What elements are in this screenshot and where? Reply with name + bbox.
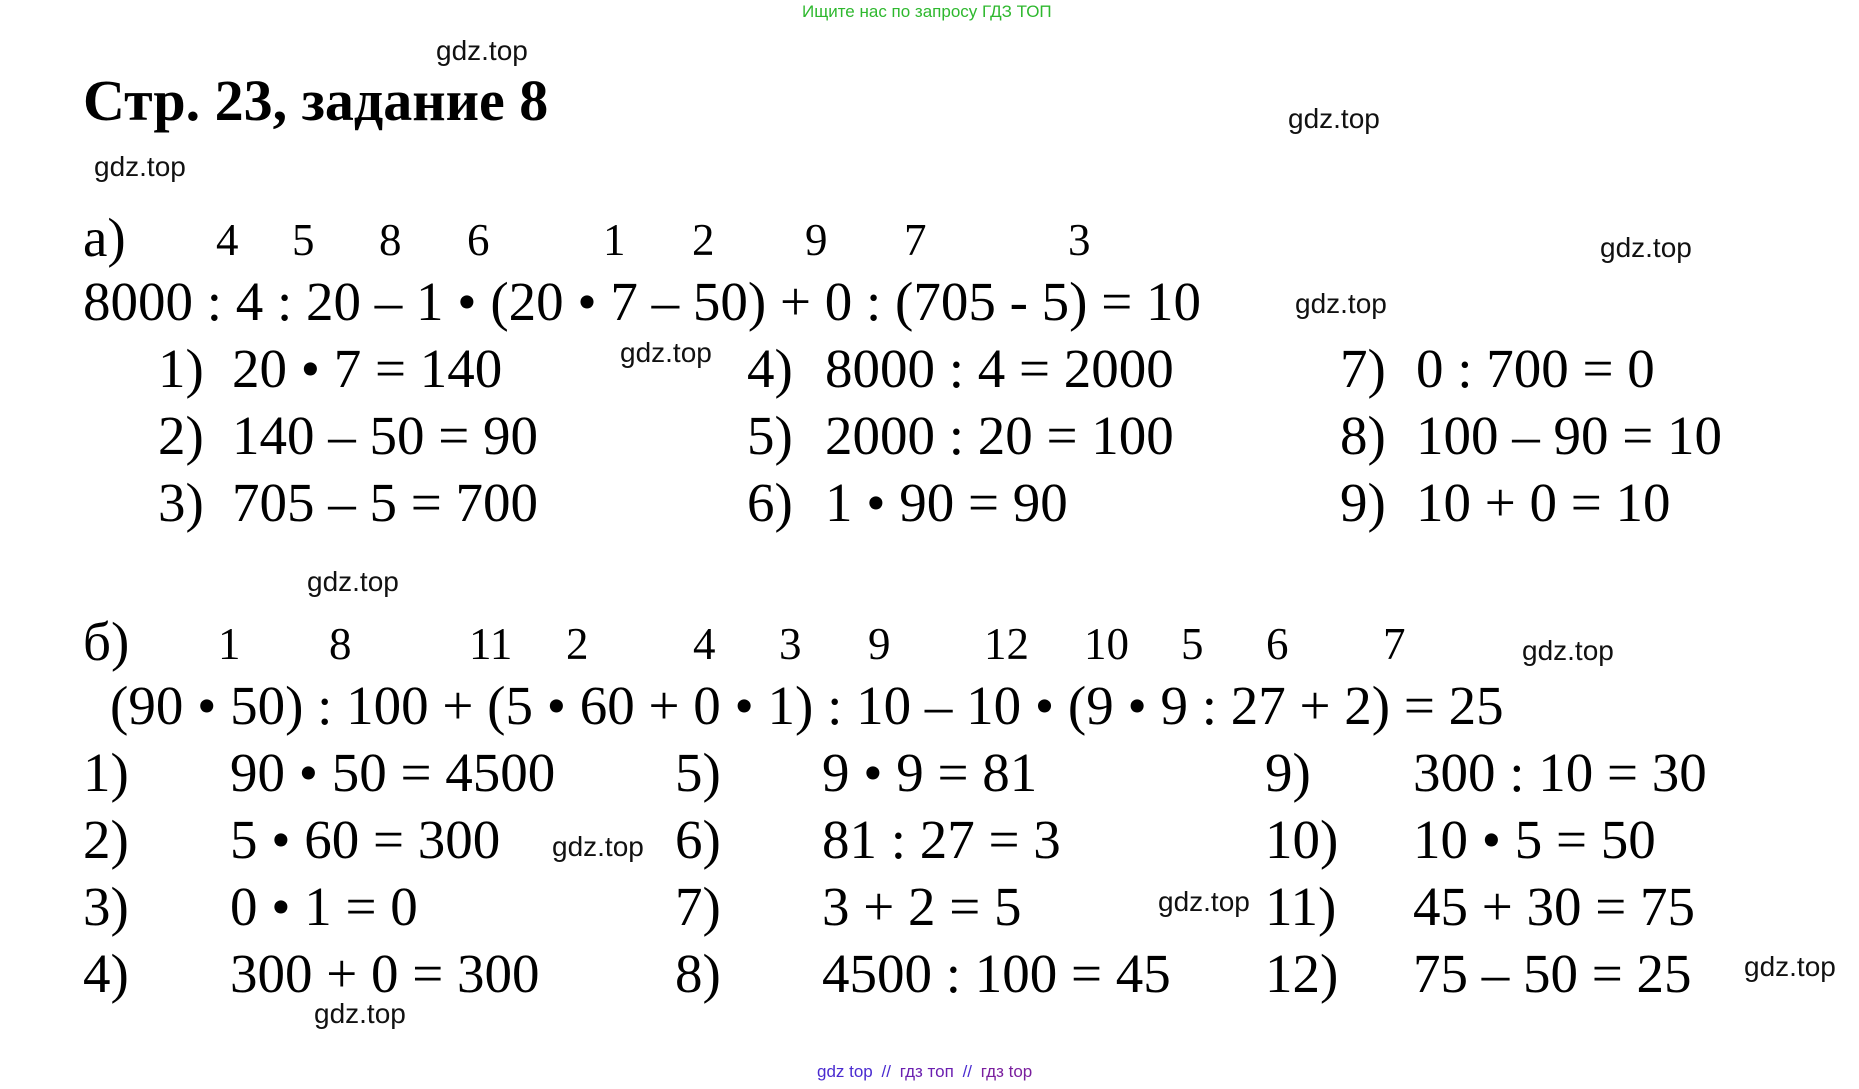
order-number: 11 [469,619,513,669]
order-number: 1 [218,619,241,669]
step-number: 12) [1265,943,1339,1004]
step-number: 5) [675,742,721,803]
step-number: 3) [158,472,204,533]
watermark: gdz.top [1295,288,1387,319]
step-equation: 4500 : 100 = 45 [822,943,1171,1004]
step-equation: 300 : 10 = 30 [1413,742,1707,803]
step-equation: 0 • 1 = 0 [230,876,418,937]
order-number: 9 [805,215,828,265]
order-number: 2 [566,619,589,669]
order-number: 10 [1084,619,1129,669]
step-equation: 90 • 50 = 4500 [230,742,556,803]
step-equation: 100 – 90 = 10 [1416,405,1723,466]
order-number: 1 [603,215,626,265]
step-number: 1) [158,338,204,399]
watermark: gdz.top [1288,103,1380,134]
order-number: 2 [692,215,715,265]
watermark: gdz.top [552,831,644,862]
order-number: 6 [467,215,490,265]
step-equation: 81 : 27 = 3 [822,809,1061,870]
step-number: 2) [83,809,129,870]
step-equation: 3 + 2 = 5 [822,876,1022,937]
step-number: 9) [1340,472,1386,533]
order-number: 9 [868,619,891,669]
step-number: 5) [747,405,793,466]
step-equation: 45 + 30 = 75 [1413,876,1696,937]
watermark: gdz.top [1600,232,1692,263]
step-number: 8) [675,943,721,1004]
footer-link-gdz-top-ru[interactable]: гдз топ [899,1062,954,1081]
step-equation: 10 + 0 = 10 [1416,472,1671,533]
step-equation: 75 – 50 = 25 [1413,943,1692,1004]
order-number: 4 [693,619,716,669]
part-b-expression: (90 • 50) : 100 + (5 • 60 + 0 • 1) : 10 – 10 • (9 • 9 : 27 + 2) = 25 [110,675,1504,736]
step-number: 7) [675,876,721,937]
order-number: 6 [1266,619,1289,669]
step-number: 3) [83,876,129,937]
part-a-label: а) [83,207,126,268]
step-number: 9) [1265,742,1311,803]
watermark: gdz.top [314,998,406,1029]
step-equation: 20 • 7 = 140 [232,338,503,399]
step-number: 8) [1340,405,1386,466]
watermark: gdz.top [1522,635,1614,666]
watermark: gdz.top [620,337,712,368]
footer-link-gdz-top[interactable]: gdz top [817,1062,873,1081]
step-equation: 10 • 5 = 50 [1413,809,1656,870]
step-number: 6) [747,472,793,533]
order-number: 8 [329,619,352,669]
order-number: 5 [292,215,315,265]
step-equation: 8000 : 4 = 2000 [825,338,1174,399]
step-number: 11) [1265,876,1337,937]
step-equation: 705 – 5 = 700 [232,472,539,533]
step-equation: 140 – 50 = 90 [232,405,539,466]
watermark: gdz.top [1158,886,1250,917]
step-equation: 5 • 60 = 300 [230,809,501,870]
order-number: 8 [379,215,402,265]
step-number: 7) [1340,338,1386,399]
part-b-label: б) [83,611,130,672]
step-number: 2) [158,405,204,466]
step-equation: 300 + 0 = 300 [230,943,540,1004]
step-equation: 9 • 9 = 81 [822,742,1038,803]
footer-link-gdz-top-mixed[interactable]: гдз top [980,1062,1033,1081]
order-number: 4 [216,215,239,265]
watermark: gdz.top [1744,951,1836,982]
watermark: gdz.top [436,35,528,66]
order-number: 12 [984,619,1029,669]
order-number: 3 [1068,215,1091,265]
step-equation: 0 : 700 = 0 [1416,338,1655,399]
footer-separator: // [881,1062,891,1081]
step-number: 6) [675,809,721,870]
watermark: gdz.top [94,151,186,182]
step-number: 10) [1265,809,1339,870]
order-number: 3 [779,619,802,669]
footer-separator: // [962,1062,973,1081]
order-number: 7 [904,215,927,265]
page-title: Стр. 23, задание 8 [83,68,549,133]
part-a-expression: 8000 : 4 : 20 – 1 • (20 • 7 – 50) + 0 : (705 - 5) = 10 [83,271,1201,332]
order-number: 5 [1181,619,1204,669]
watermark: gdz.top [307,566,399,597]
order-number: 7 [1383,619,1406,669]
step-number: 4) [747,338,793,399]
footer-links [815,1063,1034,1080]
step-equation: 2000 : 20 = 100 [825,405,1174,466]
top-banner: Ищите нас по запросу ГДЗ ТОП [802,2,1052,21]
step-equation: 1 • 90 = 90 [825,472,1068,533]
step-number: 1) [83,742,129,803]
step-number: 4) [83,943,129,1004]
